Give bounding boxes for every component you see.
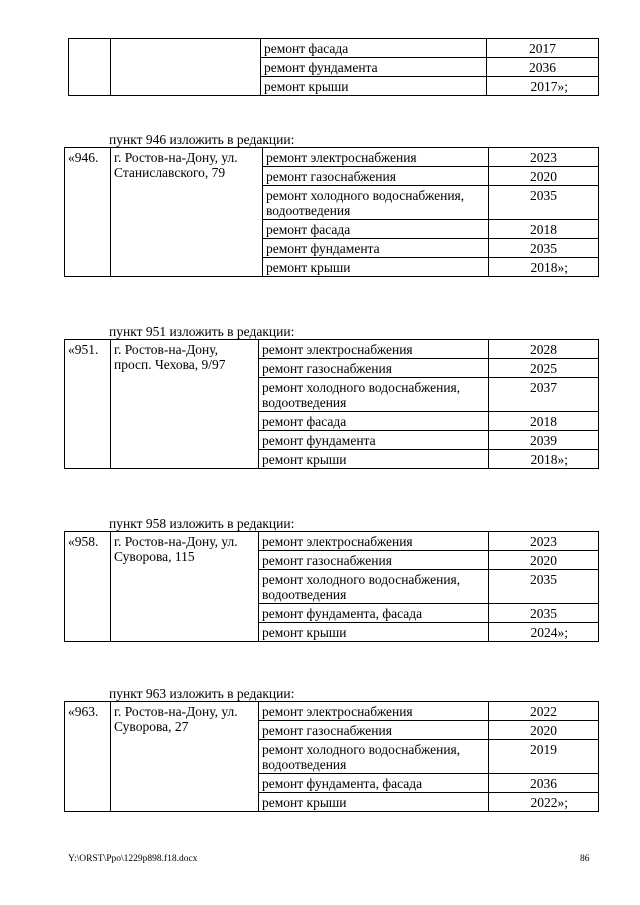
item-address: г. Ростов-на-Дону, ул. Станиславского, 79 — [111, 148, 263, 277]
year-cell: 2020 — [489, 167, 599, 186]
table-row — [65, 702, 599, 721]
work-cell: ремонт фундамента, фасада — [259, 604, 489, 623]
year-cell: 2035 — [489, 604, 599, 623]
work-cell: ремонт электроснабжения — [263, 148, 489, 167]
item-number — [69, 39, 111, 96]
work-cell: ремонт холодного водоснабжения, водоотведения — [259, 740, 489, 774]
work-cell: ремонт фасада — [259, 412, 489, 431]
table-row — [69, 39, 599, 58]
work-cell: ремонт холодного водоснабжения, водоотведения — [259, 570, 489, 604]
year-cell: 2037 — [489, 378, 599, 412]
item-table-958 — [64, 531, 599, 642]
work-cell: ремонт электроснабжения — [259, 702, 489, 721]
work-cell: ремонт фасада — [263, 220, 489, 239]
year-cell: 2028 — [489, 340, 599, 359]
item-table-951 — [64, 339, 599, 469]
year-cell: 2023 — [489, 532, 599, 551]
section-caption: пункт 958 изложить в редакции: — [109, 516, 295, 531]
footer-page-number: 86 — [580, 854, 590, 864]
item-table-946 — [64, 147, 599, 277]
year-cell: 2035 — [489, 239, 599, 258]
work-cell: ремонт фундамента, фасада — [259, 774, 489, 793]
year-cell: 2035 — [489, 570, 599, 604]
work-cell: ремонт газоснабжения — [263, 167, 489, 186]
work-cell: ремонт фундамента — [259, 431, 489, 450]
year-cell: 2017»; — [487, 77, 599, 96]
item-address: г. Ростов-на-Дону, ул. Суворова, 115 — [111, 532, 259, 642]
year-cell: 2018 — [489, 220, 599, 239]
year-cell: 2025 — [489, 359, 599, 378]
work-cell: ремонт газоснабжения — [259, 551, 489, 570]
footer-file-path: Y:\ORST\Ppo\1229p898.f18.docx — [68, 854, 198, 864]
continuation-table — [68, 38, 599, 96]
year-cell: 2018»; — [489, 258, 599, 277]
item-address: г. Ростов-на-Дону, просп. Чехова, 9/97 — [111, 340, 259, 469]
item-address — [111, 39, 261, 96]
item-number: «963. — [65, 702, 111, 812]
item-number: «951. — [65, 340, 111, 469]
section-caption: пункт 946 изложить в редакции: — [109, 132, 295, 147]
year-cell: 2036 — [489, 774, 599, 793]
work-cell: ремонт холодного водоснабжения, водоотведения — [263, 186, 489, 220]
work-cell: ремонт газоснабжения — [259, 359, 489, 378]
year-cell: 2039 — [489, 431, 599, 450]
item-number: «946. — [65, 148, 111, 277]
year-cell: 2020 — [489, 721, 599, 740]
work-cell: ремонт крыши — [259, 450, 489, 469]
item-table-963 — [64, 701, 599, 812]
work-cell: ремонт крыши — [263, 258, 489, 277]
table-row — [65, 340, 599, 359]
work-cell: ремонт электроснабжения — [259, 532, 489, 551]
work-cell: ремонт электроснабжения — [259, 340, 489, 359]
year-cell: 2022 — [489, 702, 599, 721]
section-caption: пункт 963 изложить в редакции: — [109, 686, 295, 701]
year-cell: 2019 — [489, 740, 599, 774]
year-cell: 2017 — [487, 39, 599, 58]
year-cell: 2024»; — [489, 623, 599, 642]
work-cell: ремонт фундамента — [263, 239, 489, 258]
work-cell: ремонт фундамента — [261, 58, 487, 77]
item-number: «958. — [65, 532, 111, 642]
work-cell: ремонт газоснабжения — [259, 721, 489, 740]
year-cell: 2036 — [487, 58, 599, 77]
year-cell: 2022»; — [489, 793, 599, 812]
year-cell: 2020 — [489, 551, 599, 570]
year-cell: 2023 — [489, 148, 599, 167]
year-cell: 2035 — [489, 186, 599, 220]
section-caption: пункт 951 изложить в редакции: — [109, 324, 295, 339]
work-cell: ремонт крыши — [261, 77, 487, 96]
work-cell: ремонт фасада — [261, 39, 487, 58]
work-cell: ремонт крыши — [259, 793, 489, 812]
table-row — [65, 148, 599, 167]
year-cell: 2018 — [489, 412, 599, 431]
work-cell: ремонт холодного водоснабжения, водоотведения — [259, 378, 489, 412]
table-row — [65, 532, 599, 551]
item-address: г. Ростов-на-Дону, ул. Суворова, 27 — [111, 702, 259, 812]
year-cell: 2018»; — [489, 450, 599, 469]
work-cell: ремонт крыши — [259, 623, 489, 642]
